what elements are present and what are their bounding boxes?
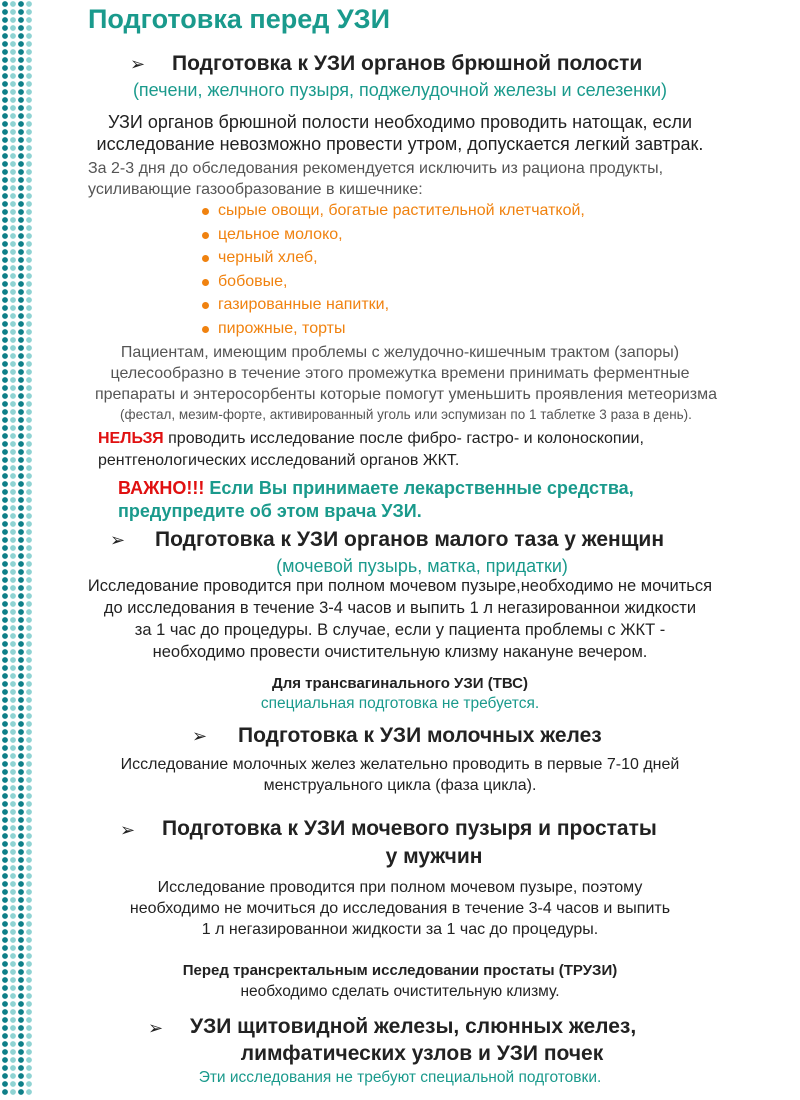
pelvis-text-line-1: Исследование проводится при полном мочевом пузыре,необходимо не мочиться bbox=[87, 577, 713, 595]
pelvis-subheading: (мочевой пузырь, матка, придатки) bbox=[276, 556, 568, 576]
important-line-2: предупредите об этом врача УЗИ. bbox=[118, 501, 422, 521]
abdominal-subheading: (печени, желчного пузыря, поджелудочной железы и селезенки) bbox=[132, 80, 668, 100]
pelvis-text-line-3: за 1 час до процедуры. В случае, если у пациента проблемы с ЖКТ - bbox=[134, 621, 666, 639]
list-item: пирожные, торты bbox=[200, 320, 585, 344]
pelvis-text-line-4: необходимо провести очистительную клизму накануне вечером. bbox=[152, 643, 648, 661]
list-item: черный хлеб, bbox=[200, 249, 585, 273]
pelvis-heading: Подготовка к УЗИ органов малого таза у женщин bbox=[155, 528, 665, 551]
prostate-text-line-1: Исследование проводится при полном мочевом пузыре, поэтому bbox=[157, 879, 643, 896]
dot-bullet-icon bbox=[202, 208, 209, 215]
important-word: ВАЖНО!!! bbox=[118, 478, 205, 498]
tvs-title: Для трансвагинального УЗИ (ТВС) bbox=[272, 675, 528, 692]
prostate-heading-line-1: Подготовка к УЗИ мочевого пузыря и простаты bbox=[162, 817, 657, 840]
tvs-note: специальная подготовка не требуется. bbox=[260, 695, 540, 712]
prostate-heading-line-2: у мужчин bbox=[385, 845, 483, 868]
abdominal-intro-line-2: исследование невозможно провести утром, допускается легкий завтрак. bbox=[96, 134, 704, 154]
forbidden-line-2: рентгенологических исследований органов ЖКТ. bbox=[98, 452, 460, 469]
trus-title: Перед трансректальным исследовании простаты (ТРУЗИ) bbox=[182, 962, 618, 979]
pelvis-text-line-2: до исследования в течение 3-4 часов и выпить 1 л негазированнои жидкости bbox=[103, 599, 697, 617]
arrow-bullet-icon: ➢ bbox=[192, 726, 208, 746]
prostate-text-line-3: 1 л негазированнои жидкости за 1 час до процедуры. bbox=[201, 921, 599, 938]
page-title: Подготовка перед УЗИ bbox=[88, 4, 390, 34]
gi-line-1: Пациентам, имеющим проблемы с желудочно-кишечным трактом (запоры) bbox=[120, 344, 680, 361]
arrow-bullet-icon: ➢ bbox=[148, 1018, 164, 1038]
products-list bbox=[200, 202, 585, 343]
diet-line-1: За 2-3 дня до обследования рекомендуется исключить из рациона продукты, bbox=[88, 160, 664, 177]
thyroid-note: Эти исследования не требуют специальной подготовки. bbox=[198, 1069, 602, 1086]
thyroid-heading-line-2: лимфатических узлов и УЗИ почек bbox=[240, 1042, 604, 1065]
arrow-bullet-icon: ➢ bbox=[110, 530, 126, 550]
dot-bullet-icon bbox=[202, 279, 209, 286]
forbidden-word: НЕЛЬЗЯ bbox=[98, 430, 164, 447]
dot-bullet-icon bbox=[202, 232, 209, 239]
arrow-bullet-icon: ➢ bbox=[120, 820, 136, 840]
abdominal-heading: Подготовка к УЗИ органов брюшной полости bbox=[172, 52, 643, 75]
trus-note: необходимо сделать очистительную клизму. bbox=[240, 983, 560, 1000]
dot-bullet-icon bbox=[202, 326, 209, 333]
list-item: цельное молоко, bbox=[200, 226, 585, 250]
diet-line-2: усиливающие газообразование в кишечнике: bbox=[88, 181, 423, 198]
prostate-text-line-2: необходимо не мочиться до исследования в течение 3-4 часов и выпить bbox=[129, 900, 671, 917]
breast-heading: Подготовка к УЗИ молочных желез bbox=[238, 724, 602, 747]
list-item: газированные напитки, bbox=[200, 296, 585, 320]
arrow-bullet-icon: ➢ bbox=[130, 54, 146, 74]
gi-line-2: целесообразно в течение этого промежутка времени принимать ферментные bbox=[110, 365, 690, 382]
dot-bullet-icon bbox=[202, 302, 209, 309]
thyroid-heading-line-1: УЗИ щитовидной железы, слюнных желез, bbox=[190, 1015, 637, 1038]
gi-line-3: препараты и энтеросорбенты которые помогут уменьшить проявления метеоризма bbox=[94, 386, 718, 403]
breast-text-line-2: менструального цикла (фаза цикла). bbox=[263, 777, 537, 794]
breast-text-line-1: Исследование молочных желез желательно проводить в первые 7-10 дней bbox=[120, 756, 680, 773]
list-item: бобовые, bbox=[200, 273, 585, 297]
important-line-1: ВАЖНО!!! Если Вы принимаете лекарственные средства, bbox=[118, 478, 634, 498]
gi-line-4: (фестал, мезим-форте, активированный уголь или эспумизан по 1 таблетке 3 раза в день). bbox=[120, 407, 692, 422]
dot-bullet-icon bbox=[202, 255, 209, 262]
abdominal-intro-line-1: УЗИ органов брюшной полости необходимо проводить натощак, если bbox=[107, 112, 693, 132]
forbidden-line-1: НЕЛЬЗЯ проводить исследование после фибро- гастро- и колоноскопии, bbox=[98, 430, 644, 447]
list-item: сырые овощи, богатые растительной клетчаткой, bbox=[200, 202, 585, 226]
